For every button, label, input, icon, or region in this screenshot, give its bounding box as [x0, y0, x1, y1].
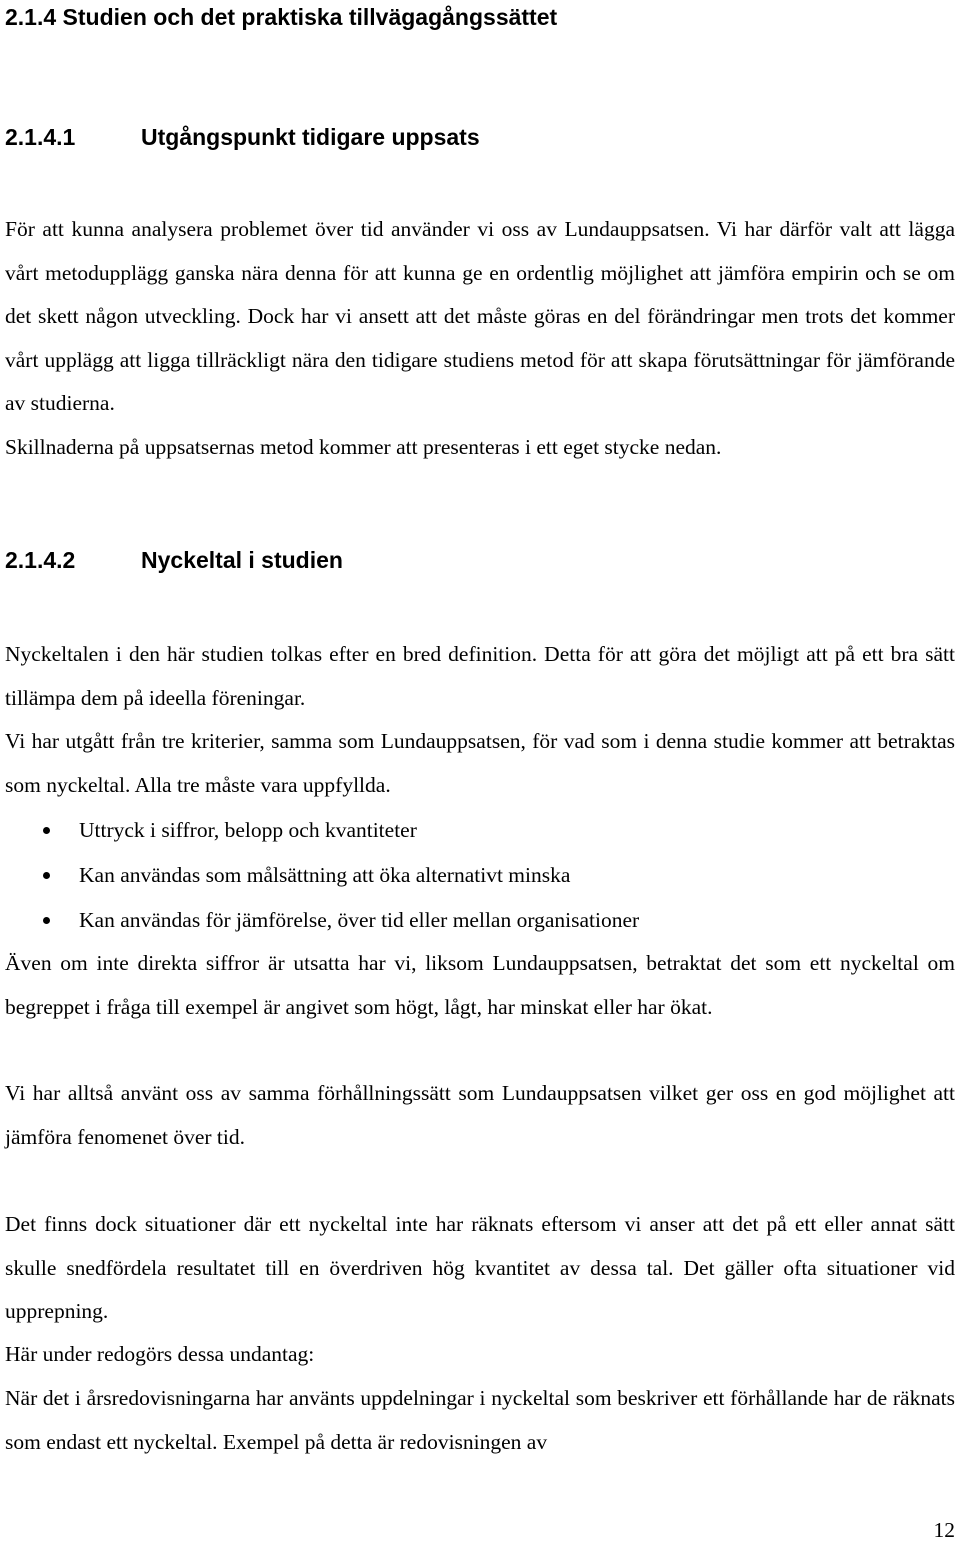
paragraph-skillnader: Skillnaderna på uppsatsernas metod kommer att presenteras i ett eget stycke nedan.: [5, 435, 722, 459]
paragraph-forhallningssatt: Vi har alltså använt oss av samma förhållningssätt som Lundauppsatsen vilket ger oss en god möjlighet att jämföra fenomenet över tid.: [5, 1081, 955, 1149]
section-title: Nyckeltal i studien: [141, 547, 343, 573]
paragraph-direkta-siffror: Även om inte direkta siffror är utsatta har vi, liksom Lundauppsatsen, betraktat det som ett nyckeltal om begreppet i fråga till exempel är angivet som högt, lågt, har minskat eller har ökat.: [5, 951, 955, 1019]
section-heading-2-1-4-1: [5, 123, 480, 151]
section-heading-2-1-4: [5, 3, 557, 31]
paragraph-kriterier: Vi har utgått från tre kriterier, samma som Lundauppsatsen, för vad som i denna studie kommer att betraktas som nyckeltal. Alla tre måste vara uppfyllda.: [5, 729, 955, 797]
list-item-text: Kan användas för jämförelse, över tid eller mellan organisationer: [79, 908, 640, 932]
list-item-text: Kan användas som målsättning att öka alternativt minska: [79, 863, 571, 887]
section-heading-2-1-4-2: [5, 546, 343, 574]
paragraph-uppdelningar: När det i årsredovisningarna har använts uppdelningar i nyckeltal som beskriver ett förhållande har de räknats som endast ett nyckeltal. Exempel på detta är redovisningen av: [5, 1386, 955, 1454]
paragraph-nyckeltal-definition: Nyckeltalen i den här studien tolkas efter en bred definition. Detta för att göra det möjligt att på ett bra sätt tillämpa dem på ideella föreningar.: [5, 642, 955, 710]
section-title: Utgångspunkt tidigare uppsats: [141, 124, 480, 150]
page-number: 12: [933, 1518, 955, 1542]
section-number: 2.1.4: [5, 4, 57, 30]
list-item: [0, 808, 639, 853]
bullet-icon: [43, 827, 50, 834]
list-item: [0, 898, 639, 943]
section-title: Studien och det praktiska tillvägagångssättet: [62, 4, 558, 30]
bullet-icon: [43, 917, 50, 924]
criteria-list: [0, 808, 639, 943]
bullet-icon: [43, 872, 50, 879]
list-item: [0, 853, 639, 898]
section-number: 2.1.4.2: [5, 547, 76, 573]
paragraph-tidigare-uppsats: För att kunna analysera problemet över tid använder vi oss av Lundauppsatsen. Vi har därför valt att lägga vårt metodupplägg ganska nära denna för att kunna ge en ordentlig möjlighet att jämföra empirin och se om det skett någon utveckling. Dock har vi ansett att det måste göras en del förändringar men trots det kommer vårt upplägg att ligga tillräckligt nära den tidigare studiens metod för att skapa förutsättningar för jämförande av studierna.: [5, 217, 955, 415]
section-number: 2.1.4.1: [5, 124, 76, 150]
paragraph-undantag-situationer: Det finns dock situationer där ett nyckeltal inte har räknats eftersom vi anser att det på ett eller annat sätt skulle snedfördela resultatet till en överdriven hög kvantitet av dessa tal. Det gäller ofta situationer vid upprepning.: [5, 1212, 955, 1323]
list-item-text: Uttryck i siffror, belopp och kvantiteter: [79, 818, 417, 842]
paragraph-undantag-intro: Här under redogörs dessa undantag:: [5, 1342, 315, 1366]
